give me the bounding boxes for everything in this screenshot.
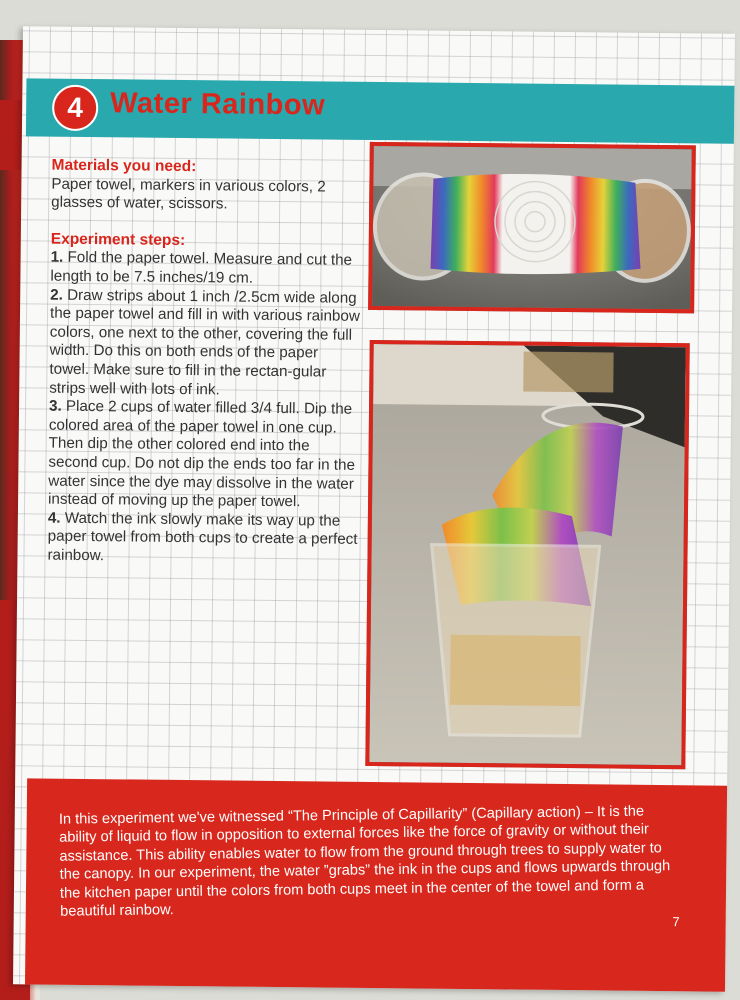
booklet-page [13, 26, 735, 991]
step-number: 3. [48, 397, 62, 415]
step-item [50, 249, 360, 289]
materials-text: Paper towel, markers in various colors, 2 glasses of water, scissors. [51, 175, 326, 213]
step-text: Place 2 cups of water filled 3/4 full. Dip the colored area of the paper towel in one cup. Then dip the other colored end into the second cup. Do not dip the ends too far in the water since the dye may dissolve in the water instead of moving up the paper towel. [47, 397, 356, 511]
step-number: 2. [50, 286, 63, 304]
photo-illustration [372, 146, 692, 309]
experiment-number-badge: 4 [52, 85, 98, 131]
step-item [49, 286, 360, 401]
explanation-text: In this experiment we've witnessed “The Principle of Capillarity” (Capillary action) – It is the ability of liquid to flow in opposition to external forces like the force of gravity or without their assistance. This ability enables water to flow from the ground through trees to supply water to the canopy. In our experiment, the water ”grabs” the ink in the cups and flows upwards through the kitchen paper until the colors from both cups meet in the center of the towel and form a beautiful rainbow. [58, 803, 671, 920]
step-text: Fold the paper towel. Measure and cut the length to be 7.5 inches/19 cm. [50, 249, 353, 287]
page-number: 7 [672, 914, 680, 930]
step-item [48, 398, 359, 513]
materials-heading: Materials you need: [51, 156, 197, 176]
step-number: 1. [50, 248, 64, 267]
step-text: Draw strips about 1 inch /2.5cm wide along the paper towel and fill in with various rainbow colors, one next to the other, covering the full width. Do this on both ends of the paper towel. Make sure to fill in the rectan-gular strips well with lots of ink. [49, 286, 360, 398]
step-number: 4. [47, 509, 61, 527]
step-text: Watch the ink slowly make its way up the paper towel from both cups to create a perfect rainbow. [47, 509, 358, 565]
photo-towel-between-glasses [368, 142, 696, 313]
photo-illustration [369, 344, 685, 765]
steps-heading: Experiment steps: [50, 230, 186, 249]
instructions-column [47, 157, 361, 569]
experiment-title: Water Rainbow [110, 87, 326, 122]
step-item [47, 509, 358, 568]
photo-towel-in-glass [365, 340, 689, 769]
